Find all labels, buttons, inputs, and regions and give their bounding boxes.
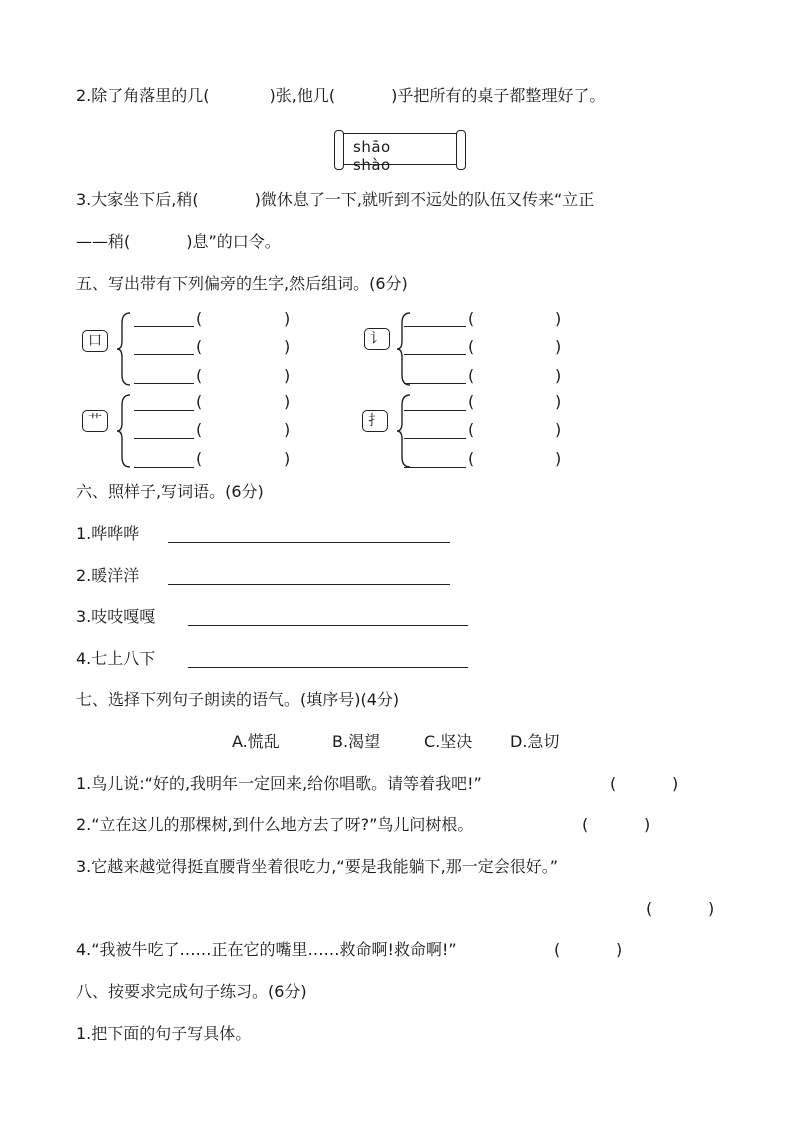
answer-line[interactable] <box>404 326 466 327</box>
paren-open: ( <box>582 815 589 834</box>
section7-item-2: 2.“立在这儿的那棵树,到什么地方去了呀?”鸟儿问树根。 <box>76 815 474 834</box>
answer-line[interactable] <box>134 438 194 439</box>
answer-line[interactable] <box>188 667 468 668</box>
yan-radical-icon: 讠 <box>364 328 390 350</box>
answer-line[interactable] <box>404 467 466 468</box>
answer-line[interactable] <box>404 354 466 355</box>
answer-line[interactable] <box>404 410 466 411</box>
paren-open: ( <box>610 774 617 793</box>
answer-line[interactable] <box>134 410 194 411</box>
section7-item-4: 4.“我被牛吃了……正在它的嘴里……救命啊!救命啊!” <box>76 940 457 959</box>
paren-close: ) <box>555 366 562 385</box>
kou-radical-icon: 口 <box>82 330 108 352</box>
option-a: A.慌乱 <box>232 732 280 751</box>
q3-sentence-line1 <box>76 190 594 210</box>
section7-item-3: 3.它越来越觉得挺直腰背坐着很吃力,“要是我能躺下,那一定会很好。” <box>76 857 559 876</box>
paren-close: ) <box>644 815 651 834</box>
q2-part-c: )乎把所有的桌子都整理好了。 <box>391 86 606 105</box>
answer-line[interactable] <box>134 326 194 327</box>
q3-part-c: ——稍( <box>76 232 131 251</box>
section6-item-2: 2.暖洋洋 <box>76 566 140 585</box>
left-brace-icon <box>116 311 132 387</box>
paren-close: ) <box>555 392 562 411</box>
section6-item-4: 4.七上八下 <box>76 649 156 668</box>
section7-item-1: 1.鸟儿说:“好的,我明年一定回来,给你唱歌。请等着我吧!” <box>76 774 482 793</box>
left-brace-icon <box>396 393 412 469</box>
paren-close: ) <box>555 337 562 356</box>
paren-open: ( <box>196 449 203 468</box>
paren-close: ) <box>555 449 562 468</box>
paren-close: ) <box>672 774 679 793</box>
paren-close: ) <box>284 420 291 439</box>
section8-title: 八、按要求完成句子练习。(6分) <box>76 982 307 1001</box>
paren-open: ( <box>468 420 475 439</box>
cao-radical-icon: 艹 <box>82 410 108 432</box>
paren-close: ) <box>555 420 562 439</box>
paren-open: ( <box>196 337 203 356</box>
q2-part-b: )张,他几( <box>269 86 336 105</box>
paren-close: ) <box>284 366 291 385</box>
answer-line[interactable] <box>134 467 194 468</box>
paren-open: ( <box>196 309 203 328</box>
paren-open: ( <box>554 940 561 959</box>
paren-close: ) <box>284 309 291 328</box>
answer-line[interactable] <box>404 438 466 439</box>
section8-item-1: 1.把下面的句子写具体。 <box>76 1024 252 1043</box>
option-d: D.急切 <box>510 732 560 751</box>
scroll-roll-left-icon <box>334 130 344 170</box>
q2-part-a: 2.除了角落里的几( <box>76 86 210 105</box>
paren-close: ) <box>284 337 291 356</box>
answer-line[interactable] <box>134 354 194 355</box>
answer-line[interactable] <box>168 542 450 543</box>
q3-part-d: )息”的口令。 <box>186 232 281 251</box>
paren-close: ) <box>284 449 291 468</box>
paren-open: ( <box>468 337 475 356</box>
section6-item-3: 3.吱吱嘎嘎 <box>76 607 156 626</box>
answer-line[interactable] <box>168 584 450 585</box>
paren-open: ( <box>646 899 653 918</box>
q3-sentence-line2 <box>76 232 281 252</box>
paren-close: ) <box>555 309 562 328</box>
scroll-roll-right-icon <box>456 130 466 170</box>
paren-close: ) <box>616 940 623 959</box>
paren-open: ( <box>468 309 475 328</box>
left-brace-icon <box>396 311 412 387</box>
pinyin-left: shāo <box>353 138 391 156</box>
answer-line[interactable] <box>404 383 466 384</box>
option-c: C.坚决 <box>424 732 473 751</box>
pinyin-card <box>333 130 467 174</box>
pinyin-text <box>353 138 453 174</box>
shou-radical-icon: 扌 <box>362 410 388 432</box>
paren-open: ( <box>196 366 203 385</box>
q2-sentence <box>76 86 605 106</box>
paren-close: ) <box>708 899 715 918</box>
section7-title: 七、选择下列句子朗读的语气。(填序号)(4分) <box>76 690 400 709</box>
pinyin-right: shào <box>353 156 391 174</box>
paren-open: ( <box>196 392 203 411</box>
option-b: B.渴望 <box>332 732 381 751</box>
section6-item-1: 1.哗哗哗 <box>76 524 140 543</box>
paren-open: ( <box>468 449 475 468</box>
paren-open: ( <box>468 366 475 385</box>
answer-line[interactable] <box>188 625 468 626</box>
answer-line[interactable] <box>134 383 194 384</box>
section5-title: 五、写出带有下列偏旁的生字,然后组词。(6分) <box>76 274 408 293</box>
q3-part-a: 3.大家坐下后,稍( <box>76 190 199 209</box>
paren-close: ) <box>284 392 291 411</box>
left-brace-icon <box>116 393 132 469</box>
paren-open: ( <box>468 392 475 411</box>
q3-part-b: )微休息了一下,就听到不远处的队伍又传来“立正 <box>254 190 595 209</box>
section6-title: 六、照样子,写词语。(6分) <box>76 482 264 501</box>
paren-open: ( <box>196 420 203 439</box>
